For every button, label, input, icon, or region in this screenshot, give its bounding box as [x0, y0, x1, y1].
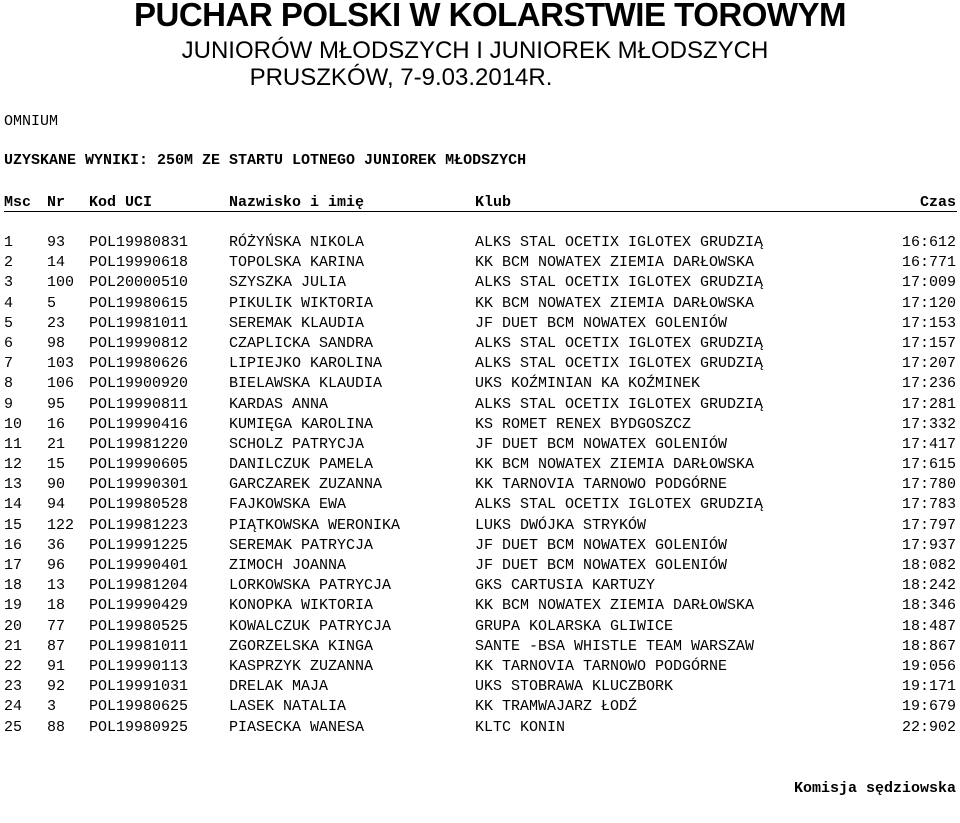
- table-row: [0, 476, 960, 496]
- cell-nr: 106: [47, 375, 75, 393]
- cell-club: KK BCM NOWATEX ZIEMIA DARŁOWSKA: [475, 597, 755, 615]
- cell-time: 18:346: [901, 597, 956, 615]
- cell-name: KASPRZYK ZUZANNA: [229, 657, 374, 675]
- cell-nr: 96: [47, 557, 66, 574]
- results-heading: UZYSKANE WYNIKI: 250M ZE STARTU LOTNEGO JUNIOREK MŁODSZYCH: [4, 152, 527, 169]
- cell-name: LORKOWSKA PATRYCJA: [229, 577, 392, 595]
- cell-uci: POL19990301: [89, 476, 189, 494]
- cell-nr: 90: [47, 476, 66, 494]
- cell-time: 17:797: [901, 516, 956, 534]
- cell-uci: POL19991225: [89, 536, 189, 554]
- cell-club: JF DUET BCM NOWATEX GOLENIÓW: [475, 557, 728, 574]
- cell-uci: POL19991031: [89, 678, 189, 696]
- cell-time: 17:332: [901, 415, 956, 433]
- cell-nr: 3: [47, 698, 57, 716]
- cell-club: KLTC KONIN: [475, 718, 566, 736]
- cell-name: KONOPKA WIKTORIA: [229, 597, 374, 615]
- cell-time: 17:153: [901, 314, 956, 332]
- column-header-time: Czas: [919, 194, 956, 211]
- cell-name: FAJKOWSKA EWA: [229, 496, 347, 514]
- column-header-nr: Nr: [47, 194, 66, 211]
- cell-msc: 24: [4, 698, 23, 716]
- table-row: [0, 355, 960, 375]
- cell-time: 19:679: [901, 698, 956, 716]
- table-row: [0, 295, 960, 315]
- cell-nr: 94: [47, 496, 66, 514]
- cell-msc: 10: [4, 415, 23, 433]
- cell-uci: POL19980525: [89, 617, 189, 635]
- cell-time: 18:487: [901, 617, 956, 635]
- cell-uci: POL19980831: [89, 234, 189, 251]
- cell-time: 16:612: [901, 234, 956, 251]
- cell-msc: 22: [4, 657, 23, 675]
- table-row: [0, 456, 960, 476]
- cell-club: GKS CARTUSIA KARTUZY: [475, 577, 656, 595]
- cell-nr: 98: [47, 334, 66, 352]
- cell-time: 19:171: [901, 678, 956, 696]
- cell-club: ALKS STAL OCETIX IGLOTEX GRUDZIĄ: [475, 496, 764, 514]
- cell-msc: 3: [4, 274, 14, 292]
- cell-name: DANILCZUK PAMELA: [229, 456, 374, 474]
- cell-uci: POL19981011: [89, 314, 189, 332]
- table-row: [0, 719, 960, 739]
- cell-time: 17:615: [901, 456, 956, 474]
- cell-club: KK BCM NOWATEX ZIEMIA DARŁOWSKA: [475, 456, 755, 474]
- cell-msc: 5: [4, 314, 14, 332]
- cell-nr: 77: [47, 617, 66, 635]
- table-row: [0, 274, 960, 294]
- table-row: [0, 537, 960, 557]
- cell-name: ZIMOCH JOANNA: [229, 557, 347, 574]
- cell-msc: 21: [4, 637, 23, 655]
- cell-name: LIPIEJKO KAROLINA: [229, 355, 383, 373]
- cell-time: 19:056: [901, 657, 956, 675]
- cell-msc: 6: [4, 334, 14, 352]
- cell-uci: POL19990811: [89, 395, 189, 413]
- cell-time: 17:780: [901, 476, 956, 494]
- cell-nr: 91: [47, 657, 66, 675]
- table-row: [0, 638, 960, 658]
- cell-msc: 9: [4, 395, 14, 413]
- cell-time: 17:236: [901, 375, 956, 393]
- cell-uci: POL19980625: [89, 698, 189, 716]
- cell-uci: POL19981011: [89, 637, 189, 655]
- cell-nr: 23: [47, 314, 66, 332]
- cell-name: PIKULIK WIKTORIA: [229, 294, 374, 312]
- cell-time: 17:281: [901, 395, 956, 413]
- cell-name: RÓŻYŃSKA NIKOLA: [229, 234, 365, 251]
- cell-uci: POL19981223: [89, 516, 189, 534]
- column-header-club: Klub: [475, 194, 512, 211]
- header-underline: [4, 211, 957, 212]
- table-row: [0, 496, 960, 516]
- cell-time: 17:120: [901, 294, 956, 312]
- cell-club: ALKS STAL OCETIX IGLOTEX GRUDZIĄ: [475, 274, 764, 292]
- cell-club: KK TARNOVIA TARNOWO PODGÓRNE: [475, 657, 728, 675]
- table-row: [0, 597, 960, 617]
- cell-name: DRELAK MAJA: [229, 678, 329, 696]
- cell-nr: 88: [47, 718, 66, 736]
- cell-uci: POL19980925: [89, 718, 189, 736]
- cell-name: SCHOLZ PATRYCJA: [229, 435, 365, 453]
- column-header-name: Nazwisko i imię: [229, 194, 365, 211]
- cell-nr: 122: [47, 516, 75, 534]
- cell-uci: POL19990618: [89, 254, 189, 272]
- cell-uci: POL19990812: [89, 334, 189, 352]
- cell-nr: 14: [47, 254, 66, 272]
- table-row: [0, 234, 960, 254]
- cell-nr: 36: [47, 536, 66, 554]
- cell-msc: 2: [4, 254, 14, 272]
- cell-club: ALKS STAL OCETIX IGLOTEX GRUDZIĄ: [475, 395, 764, 413]
- cell-club: ALKS STAL OCETIX IGLOTEX GRUDZIĄ: [475, 355, 764, 373]
- cell-name: SZYSZKA JULIA: [229, 274, 347, 292]
- column-header-msc: Msc: [4, 194, 32, 211]
- cell-time: 18:867: [901, 637, 956, 655]
- cell-msc: 18: [4, 577, 23, 595]
- cell-nr: 100: [47, 274, 75, 292]
- cell-club: ALKS STAL OCETIX IGLOTEX GRUDZIĄ: [475, 334, 764, 352]
- cell-time: 17:417: [901, 435, 956, 453]
- table-row: [0, 698, 960, 718]
- cell-club: UKS KOŹMINIAN KA KOŹMINEK: [475, 375, 701, 393]
- cell-msc: 7: [4, 355, 14, 373]
- signature-label: Komisja sędziowska: [793, 780, 956, 797]
- cell-name: KUMIĘGA KAROLINA: [229, 415, 374, 433]
- page-title: PUCHAR POLSKI W KOLARSTWIE TOROWYM: [133, 0, 847, 33]
- cell-club: GRUPA KOLARSKA GLIWICE: [475, 617, 674, 635]
- cell-uci: POL19981204: [89, 577, 189, 595]
- table-row: [0, 658, 960, 678]
- cell-uci: POL20000510: [89, 274, 189, 292]
- cell-name: TOPOLSKA KARINA: [229, 254, 365, 272]
- cell-club: ALKS STAL OCETIX IGLOTEX GRUDZIĄ: [475, 234, 764, 251]
- cell-time: 22:902: [901, 718, 956, 736]
- table-row: [0, 618, 960, 638]
- cell-name: BIELAWSKA KLAUDIA: [229, 375, 383, 393]
- cell-msc: 14: [4, 496, 23, 514]
- cell-club: KS ROMET RENEX BYDGOSZCZ: [475, 415, 692, 433]
- cell-uci: POL19990429: [89, 597, 189, 615]
- cell-msc: 19: [4, 597, 23, 615]
- cell-uci: POL19980615: [89, 294, 189, 312]
- cell-nr: 93: [47, 234, 66, 251]
- cell-uci: POL19980528: [89, 496, 189, 514]
- cell-nr: 18: [47, 597, 66, 615]
- results-table: [0, 234, 960, 739]
- cell-time: 16:771: [901, 254, 956, 272]
- page-subtitle: JUNIORÓW MŁODSZYCH I JUNIOREK MŁODSZYCH: [181, 37, 769, 64]
- cell-msc: 13: [4, 476, 23, 494]
- cell-msc: 23: [4, 678, 23, 696]
- cell-name: PIĄTKOWSKA WERONIKA: [229, 516, 401, 534]
- cell-club: JF DUET BCM NOWATEX GOLENIÓW: [475, 314, 728, 332]
- cell-msc: 8: [4, 375, 14, 393]
- cell-time: 17:009: [901, 274, 956, 292]
- cell-uci: POL19990113: [89, 657, 189, 675]
- cell-club: LUKS DWÓJKA STRYKÓW: [475, 516, 647, 534]
- table-row: [0, 436, 960, 456]
- cell-name: CZAPLICKA SANDRA: [229, 334, 374, 352]
- table-row: [0, 254, 960, 274]
- cell-name: GARCZAREK ZUZANNA: [229, 476, 383, 494]
- cell-nr: 103: [47, 355, 75, 373]
- cell-time: 17:937: [901, 536, 956, 554]
- cell-msc: 25: [4, 718, 23, 736]
- cell-time: 17:783: [901, 496, 956, 514]
- cell-msc: 4: [4, 294, 14, 312]
- table-row: [0, 396, 960, 416]
- cell-club: KK TARNOVIA TARNOWO PODGÓRNE: [475, 476, 728, 494]
- cell-msc: 1: [4, 234, 14, 251]
- cell-msc: 17: [4, 557, 23, 574]
- cell-nr: 92: [47, 678, 66, 696]
- cell-club: KK BCM NOWATEX ZIEMIA DARŁOWSKA: [475, 294, 755, 312]
- table-row: [0, 335, 960, 355]
- cell-time: 18:082: [901, 557, 956, 574]
- cell-nr: 5: [47, 294, 57, 312]
- cell-club: JF DUET BCM NOWATEX GOLENIÓW: [475, 536, 728, 554]
- cell-time: 18:242: [901, 577, 956, 595]
- cell-msc: 20: [4, 617, 23, 635]
- event-name: OMNIUM: [4, 113, 59, 130]
- column-header-uci: Kod UCI: [89, 194, 153, 211]
- cell-name: ZGORZELSKA KINGA: [229, 637, 374, 655]
- cell-uci: POL19900920: [89, 375, 189, 393]
- table-row: [0, 315, 960, 335]
- cell-uci: POL19980626: [89, 355, 189, 373]
- table-row: [0, 517, 960, 537]
- table-row: [0, 375, 960, 395]
- cell-name: SEREMAK PATRYCJA: [229, 536, 374, 554]
- cell-msc: 12: [4, 456, 23, 474]
- cell-name: KARDAS ANNA: [229, 395, 329, 413]
- table-row: [0, 416, 960, 436]
- cell-nr: 87: [47, 637, 66, 655]
- cell-nr: 21: [47, 435, 66, 453]
- cell-name: LASEK NATALIA: [229, 698, 347, 716]
- cell-msc: 16: [4, 536, 23, 554]
- cell-uci: POL19990605: [89, 456, 189, 474]
- cell-club: KK TRAMWAJARZ ŁODŹ: [475, 698, 638, 716]
- cell-club: SANTE -BSA WHISTLE TEAM WARSZAW: [475, 637, 755, 655]
- cell-uci: POL19990401: [89, 557, 189, 574]
- cell-club: JF DUET BCM NOWATEX GOLENIÓW: [475, 435, 728, 453]
- cell-nr: 13: [47, 577, 66, 595]
- cell-msc: 11: [4, 435, 23, 453]
- table-row: [0, 678, 960, 698]
- cell-nr: 16: [47, 415, 66, 433]
- cell-club: UKS STOBRAWA KLUCZBORK: [475, 678, 674, 696]
- cell-time: 17:157: [901, 334, 956, 352]
- table-row: [0, 577, 960, 597]
- place-date: PRUSZKÓW, 7-9.03.2014R.: [249, 64, 553, 91]
- cell-club: KK BCM NOWATEX ZIEMIA DARŁOWSKA: [475, 254, 755, 272]
- cell-uci: POL19981220: [89, 435, 189, 453]
- cell-name: SEREMAK KLAUDIA: [229, 314, 365, 332]
- cell-uci: POL19990416: [89, 415, 189, 433]
- table-row: [0, 557, 960, 577]
- cell-time: 17:207: [901, 355, 956, 373]
- cell-name: KOWALCZUK PATRYCJA: [229, 617, 392, 635]
- cell-nr: 95: [47, 395, 66, 413]
- cell-name: PIASECKA WANESA: [229, 718, 365, 736]
- cell-nr: 15: [47, 456, 66, 474]
- cell-msc: 15: [4, 516, 23, 534]
